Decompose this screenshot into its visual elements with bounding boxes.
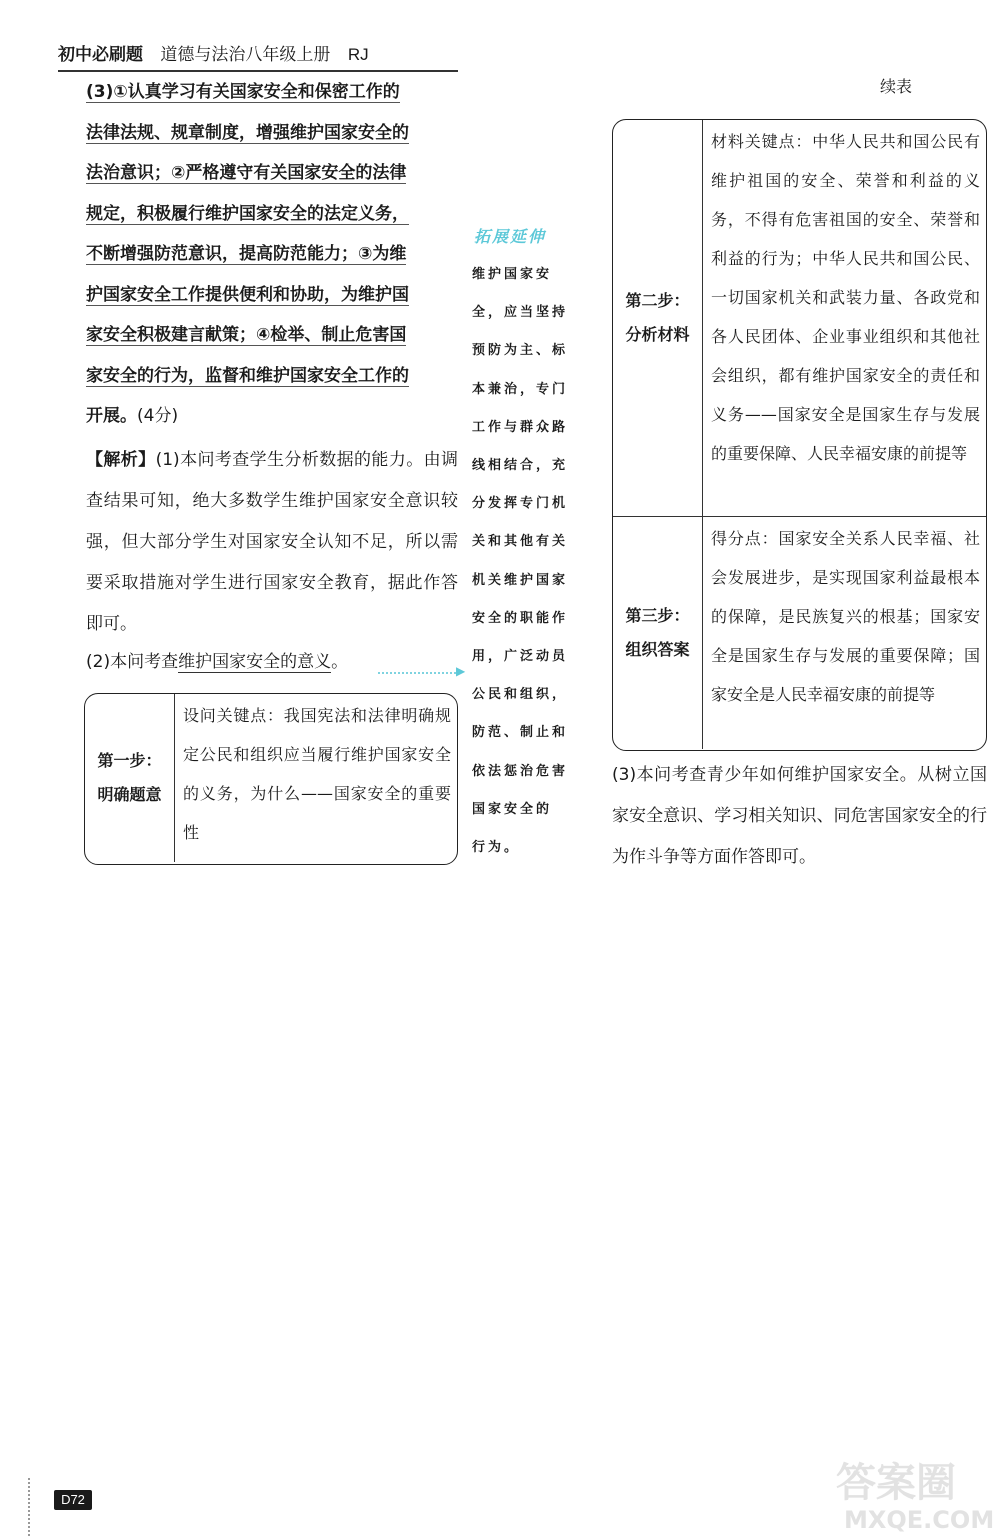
step-1-label — [85, 694, 175, 862]
extension-line: 用，广泛动员 — [472, 649, 569, 665]
watermark-logo — [830, 1452, 1000, 1532]
watermark-bottom: MXQE.COM — [844, 1506, 995, 1532]
q2-suffix: 。 — [331, 652, 349, 672]
step-label-line: 分析材料 — [625, 325, 690, 344]
extension-line: 机关维护国家 — [472, 572, 569, 588]
extension-line: 防范、制止和 — [472, 725, 569, 741]
step-2-text: 材料关键点：中华人民共和国公民有维护祖国的安全、荣誉和利益的义务，不得有危害祖国的安全、荣誉和利益的行为；中华人民共和国公民、一切国家机关和武装力量、各政党和各人民团体、企业事业组织和其他社会组织，都有维护国家安全的责任和义务——国家安全是国家生存与发展的重要保障、人民幸福安康的前提等 — [711, 132, 980, 463]
extension-line: 行为。 — [472, 840, 521, 856]
extension-line: 安全的职能作 — [472, 610, 569, 626]
analysis-tag: 【解析】 — [86, 450, 156, 470]
answer-line: 规定，积极履行维护国家安全的法定义务， — [86, 203, 409, 224]
step-label-line: 第三步： — [625, 606, 690, 625]
page-header — [58, 40, 958, 70]
q2-highlight: 维护国家安全的意义 — [178, 652, 332, 672]
extension-line: 国家安全的 — [472, 801, 553, 817]
step-label-line: 第二步： — [625, 291, 690, 310]
analysis-paragraph — [86, 440, 458, 645]
answer-line: 家安全的行为，监督和维护国家安全工作的 — [86, 365, 409, 386]
step-label-line: 明确题意 — [97, 785, 162, 804]
step-3-text: 得分点：国家安全关系人民幸福、社会发展进步，是实现国家利益最根本的保障，是民族复兴的根基；国家安全是国家生存与发展的重要保障；国家安全是人民幸福安康的前提等 — [711, 529, 980, 704]
step-label-line: 组织答案 — [625, 640, 690, 659]
subject-title: 道德与法治八年级上册 — [160, 45, 331, 65]
edition-label: RJ — [347, 45, 369, 64]
extension-line: 工作与群众路 — [472, 419, 569, 435]
answer-line: (3)①认真学习有关国家安全和保密工作的 — [86, 82, 400, 102]
step-2-row — [613, 120, 986, 517]
extension-line: 线相结合，充 — [472, 458, 569, 474]
page-number: D72 — [54, 1490, 92, 1510]
extension-line: 关和其他有关 — [472, 534, 569, 550]
answer-line: 法治意识；②严格遵守有关国家安全的法律 — [86, 163, 407, 183]
step-3-label — [613, 517, 703, 749]
answer-3 — [86, 72, 458, 437]
watermark-top: 答案圈 — [836, 1460, 956, 1506]
question-3-note: (3)本问考查青少年如何维护国家安全。从树立国家安全意识、学习相关知识、同危害国家安全的行为作斗争等方面作答即可。 — [612, 765, 987, 867]
extension-line: 全，应当坚持 — [472, 305, 569, 321]
extension-body — [472, 256, 572, 867]
extension-line: 维护国家安 — [472, 267, 553, 282]
steps-2-3-table — [612, 119, 987, 751]
question-2-note — [86, 642, 348, 682]
step-label-line: 第一步： — [97, 751, 162, 770]
margin-dots — [28, 1478, 30, 1536]
extension-line: 公民和组织， — [472, 687, 569, 703]
continued-label: 续表 — [880, 77, 913, 96]
arrow-right-icon: ▶ — [456, 664, 466, 678]
book-title: 初中必刷题 — [58, 45, 143, 65]
analysis-text: (1)本问考查学生分析数据的能力。由调查结果可知，绝大多数学生维护国家安全意识较强，但大部分学生对国家安全认知不足，所以需要采取措施对学生进行国家安全教育，据此作答即可。 — [86, 450, 458, 634]
extension-line: 依法惩治危害 — [472, 763, 569, 779]
step-2-label — [613, 120, 703, 516]
answer-line: 护国家安全工作提供便利和协助，为维护国 — [86, 284, 409, 305]
answer-line: 家安全积极建言献策；④检举、制止危害国 — [86, 325, 407, 345]
step-1-text: 设问关键点：我国宪法和法律明确规定公民和组织应当履行维护国家安全的义务，为什么——国家安全的重要性 — [183, 706, 451, 842]
answer-line: 法律法规、规章制度，增强维护国家安全的 — [86, 122, 409, 143]
answer-points: (4分) — [137, 406, 179, 426]
step-1-table — [84, 693, 458, 865]
q2-prefix: (2)本问考查 — [86, 652, 179, 672]
dotted-connector — [378, 672, 460, 674]
extension-line: 分发挥专门机 — [472, 496, 569, 512]
answer-line: 开展。 — [86, 406, 137, 426]
answer-line: 不断增强防范意识，提高防范能力；③为维 — [86, 244, 407, 264]
extension-line: 预防为主、标 — [472, 343, 569, 359]
extension-line: 本兼治，专门 — [472, 381, 569, 397]
step-3-row — [613, 517, 986, 749]
extension-title: 拓展延伸 — [474, 227, 547, 246]
